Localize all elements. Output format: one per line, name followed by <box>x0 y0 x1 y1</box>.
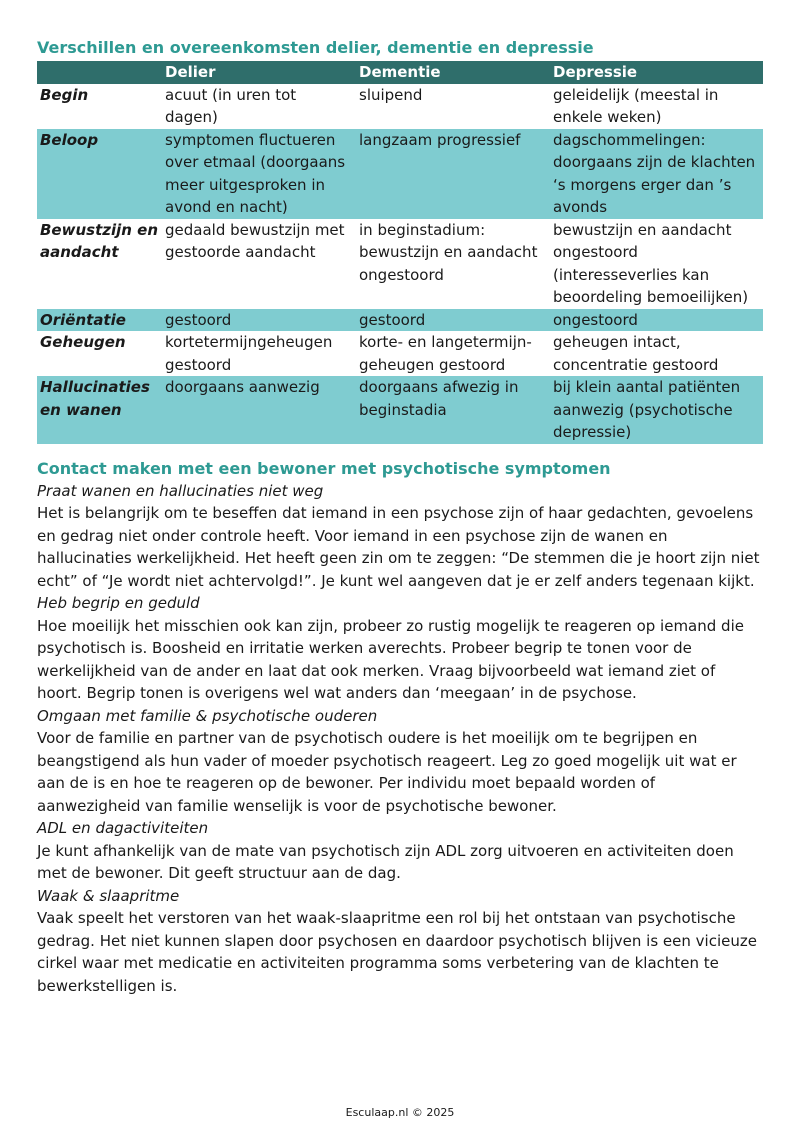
table-cell: geleidelijk (meestal in enkele weken) <box>553 85 719 126</box>
table-cell: gestoord <box>356 309 550 332</box>
table-cell: ongestoord <box>550 309 763 332</box>
table-cell: langzaam progressief <box>356 129 550 219</box>
paragraph: Hoe moeilijk het misschien ook kan zijn, probeer zo rustig mogelijk te reageren op iemand die psychotisch is. Boosheid en irritatie werken averechts. Probeer begrip te tonen voor de werkelijkheid van de ander en laat dat ook merken. Vraag bijvoorbeeld wat iemand ziet of hoort. Begrip tonen is overigens wel wat anders dan ‘meegaan’ in de psychose. <box>37 616 744 702</box>
table-cell: bewustzijn en aandacht ongestoord (interesseverlies kan beoordeling bemoeilijken) <box>553 220 749 306</box>
row-label: Oriëntatie <box>37 309 162 332</box>
table-cell: kortetermijngeheugen gestoord <box>165 333 333 374</box>
paragraph: Vaak speelt het verstoren van het waak-slaapritme een rol bij het ontstaan van psychotische gedrag. Het niet kunnen slapen door psychosen en daardoor psychotisch blijven is een vicieuze cirkel waar met medicatie en activiteiten programma soms verbetering van de klachten te bewerkstelligen is. <box>37 909 757 995</box>
header-dementie: Dementie <box>356 61 550 84</box>
table-row-begin <box>37 84 763 129</box>
header-delier: Delier <box>162 61 356 84</box>
table-cell: gestoord <box>162 309 356 332</box>
footer-copyright: Esculaap.nl © 2025 <box>345 1106 455 1119</box>
row-label: Geheugen <box>40 333 126 351</box>
table-row-orientatie <box>37 309 763 332</box>
table-cell: in beginstadium: bewustzijn en aandacht ongestoord <box>359 220 538 284</box>
header-depressie: Depressie <box>550 61 763 84</box>
table-row-beloop <box>37 129 763 219</box>
table-row-hallucinaties <box>37 376 763 444</box>
contact-section-title: Contact maken met een bewoner met psychotische symptomen <box>37 458 611 478</box>
subheading: Waak & slaapritme <box>37 886 180 905</box>
paragraph: Voor de familie en partner van de psychotisch oudere is het moeilijk om te begrijpen en beangstigend als hun vader of moeder psychotisch reageert. Leg zo goed mogelijk uit wat er aan de is en hoe te reageren op de bewoner. Per individu moet bepaald worden of aanwezigheid van familie wenselijk is voor de psychotische bewoner. <box>37 729 737 815</box>
subheading: Praat wanen en hallucinaties niet weg <box>37 481 324 500</box>
table-cell: symptomen fluctueren over etmaal (doorgaans meer uitgesproken in avond en nacht) <box>162 129 356 219</box>
table-row-bewustzijn <box>37 219 763 309</box>
comparison-table <box>37 61 763 444</box>
subheading: ADL en dagactiviteiten <box>37 819 209 837</box>
table-cell: dagschommelingen: doorgaans zijn de klachten ‘s morgens erger dan ’s avonds <box>550 129 763 219</box>
comparison-section-title: Verschillen en overeenkomsten delier, dementie en depressie <box>37 38 594 57</box>
row-label: Bewustzijn en aandacht <box>40 220 159 261</box>
table-row-geheugen <box>37 331 763 376</box>
row-label: Beloop <box>37 129 162 219</box>
paragraph: Het is belangrijk om te beseffen dat iemand in een psychose zijn of haar gedachten, gevoelens en gedrag niet onder controle heeft. Voor iemand in een psychose zijn de wanen en hallucinaties werkelijkheid. Het heeft geen zin om te zeggen: “De stemmen die je hoort zijn niet echt” of “Je wordt niet achtervolgd!”. Je kunt wel aangeven dat je er zelf anders tegenaan kijkt. <box>37 504 760 590</box>
paragraph: Je kunt afhankelijk van de mate van psychotisch zijn ADL zorg uitvoeren en activiteiten doen met de bewoner. Dit geeft structuur aan de dag. <box>37 841 734 882</box>
row-label: Hallucinaties en wanen <box>37 376 162 444</box>
document-body <box>37 37 763 997</box>
table-header-row <box>37 61 763 84</box>
table-cell: doorgaans aanwezig <box>162 376 356 444</box>
header-empty <box>37 61 162 84</box>
table-cell: sluipend <box>359 85 423 104</box>
row-label: Begin <box>40 85 89 104</box>
table-cell: acuut (in uren tot dagen) <box>165 85 297 126</box>
subheading: Omgaan met familie & psychotische ouderen <box>37 706 378 725</box>
table-cell: gedaald bewustzijn met gestoorde aandacht <box>165 220 345 261</box>
table-cell: doorgaans afwezig in beginstadia <box>356 376 550 444</box>
table-cell: geheugen intact, concentratie gestoord <box>553 333 719 374</box>
subheading: Heb begrip en geduld <box>37 594 200 612</box>
table-cell: bij klein aantal patiënten aanwezig (psychotische depressie) <box>550 376 763 444</box>
table-cell: korte- en langetermijn-geheugen gestoord <box>359 333 532 374</box>
